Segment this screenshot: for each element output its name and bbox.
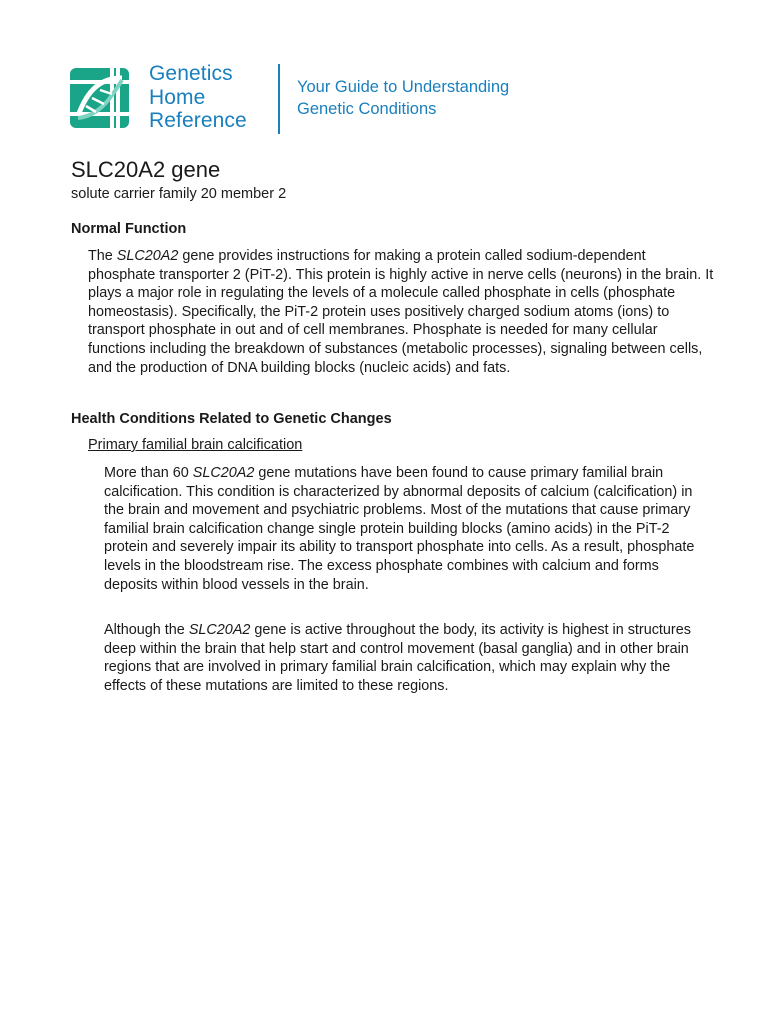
text-run: Although the xyxy=(104,622,189,638)
site-brand xyxy=(149,62,247,133)
header-divider xyxy=(278,64,280,134)
tagline-line-2: Genetic Conditions xyxy=(297,100,437,118)
brand-line-2: Home xyxy=(149,85,206,109)
site-header xyxy=(70,62,690,137)
normal-function-paragraph xyxy=(88,247,716,377)
gene-symbol: SLC20A2 xyxy=(192,465,255,481)
dna-helix-icon xyxy=(70,68,129,128)
condition-link[interactable]: Primary familial brain calcification xyxy=(88,437,303,453)
brand-line-1: Genetics xyxy=(149,62,233,85)
gene-title: SLC20A2 gene xyxy=(71,157,221,182)
gene-symbol: SLC20A2 xyxy=(188,622,251,638)
health-conditions-heading: Health Conditions Related to Genetic Changes xyxy=(71,411,392,427)
text-run: gene provides instructions for making a protein called sodium-dependent phosphate transporter 2 (PiT-2). This protein is highly active in nerve cells (neurons) in the brain. It plays a major role in regulating the levels of a molecule called phosphate in cells (phosphate homeostasis). Specifically, the PiT-2 protein uses positively charged sodium atoms (ions) to transport phosphate in out and of cell membranes. Phosphate is needed for many cellular functions including the breakdown of substances (metabolic processes), signaling between cells, and the production of DNA building blocks (nucleic acids) and fats. xyxy=(88,248,714,376)
normal-function-heading: Normal Function xyxy=(71,221,187,237)
text-run: More than 60 xyxy=(104,465,193,481)
text-run: gene mutations have been found to cause primary familial brain calcification. This condition is characterized by abnormal deposits of calcium (calcification) in the brain and movement and psychiatric problems. Most of the mutations that cause primary familial brain calcification change single protein building blocks (amino acids) in the PiT-2 protein and severely impair its ability to transport phosphate into cells. As a result, phosphate levels in the bloodstream rise. The excess phosphate combines with calcium and forms deposits within blood vessels in the brain. xyxy=(104,465,695,593)
text-run: gene is active throughout the body, its activity is highest in structures deep within the brain that help start and control movement (basal ganglia) and in other brain regions that are involved in primary familial brain calcification, which may explain why the effects of these mutations are limited to these regions. xyxy=(104,622,691,694)
condition-paragraph-1 xyxy=(104,464,714,594)
gene-subtitle: solute carrier family 20 member 2 xyxy=(71,186,287,202)
gene-symbol: SLC20A2 xyxy=(116,248,179,264)
tagline-line-1: Your Guide to Understanding xyxy=(297,78,510,96)
text-run: The xyxy=(88,248,117,264)
brand-line-3: Reference xyxy=(149,109,247,132)
site-tagline xyxy=(297,76,509,120)
condition-paragraph-2 xyxy=(104,621,714,695)
